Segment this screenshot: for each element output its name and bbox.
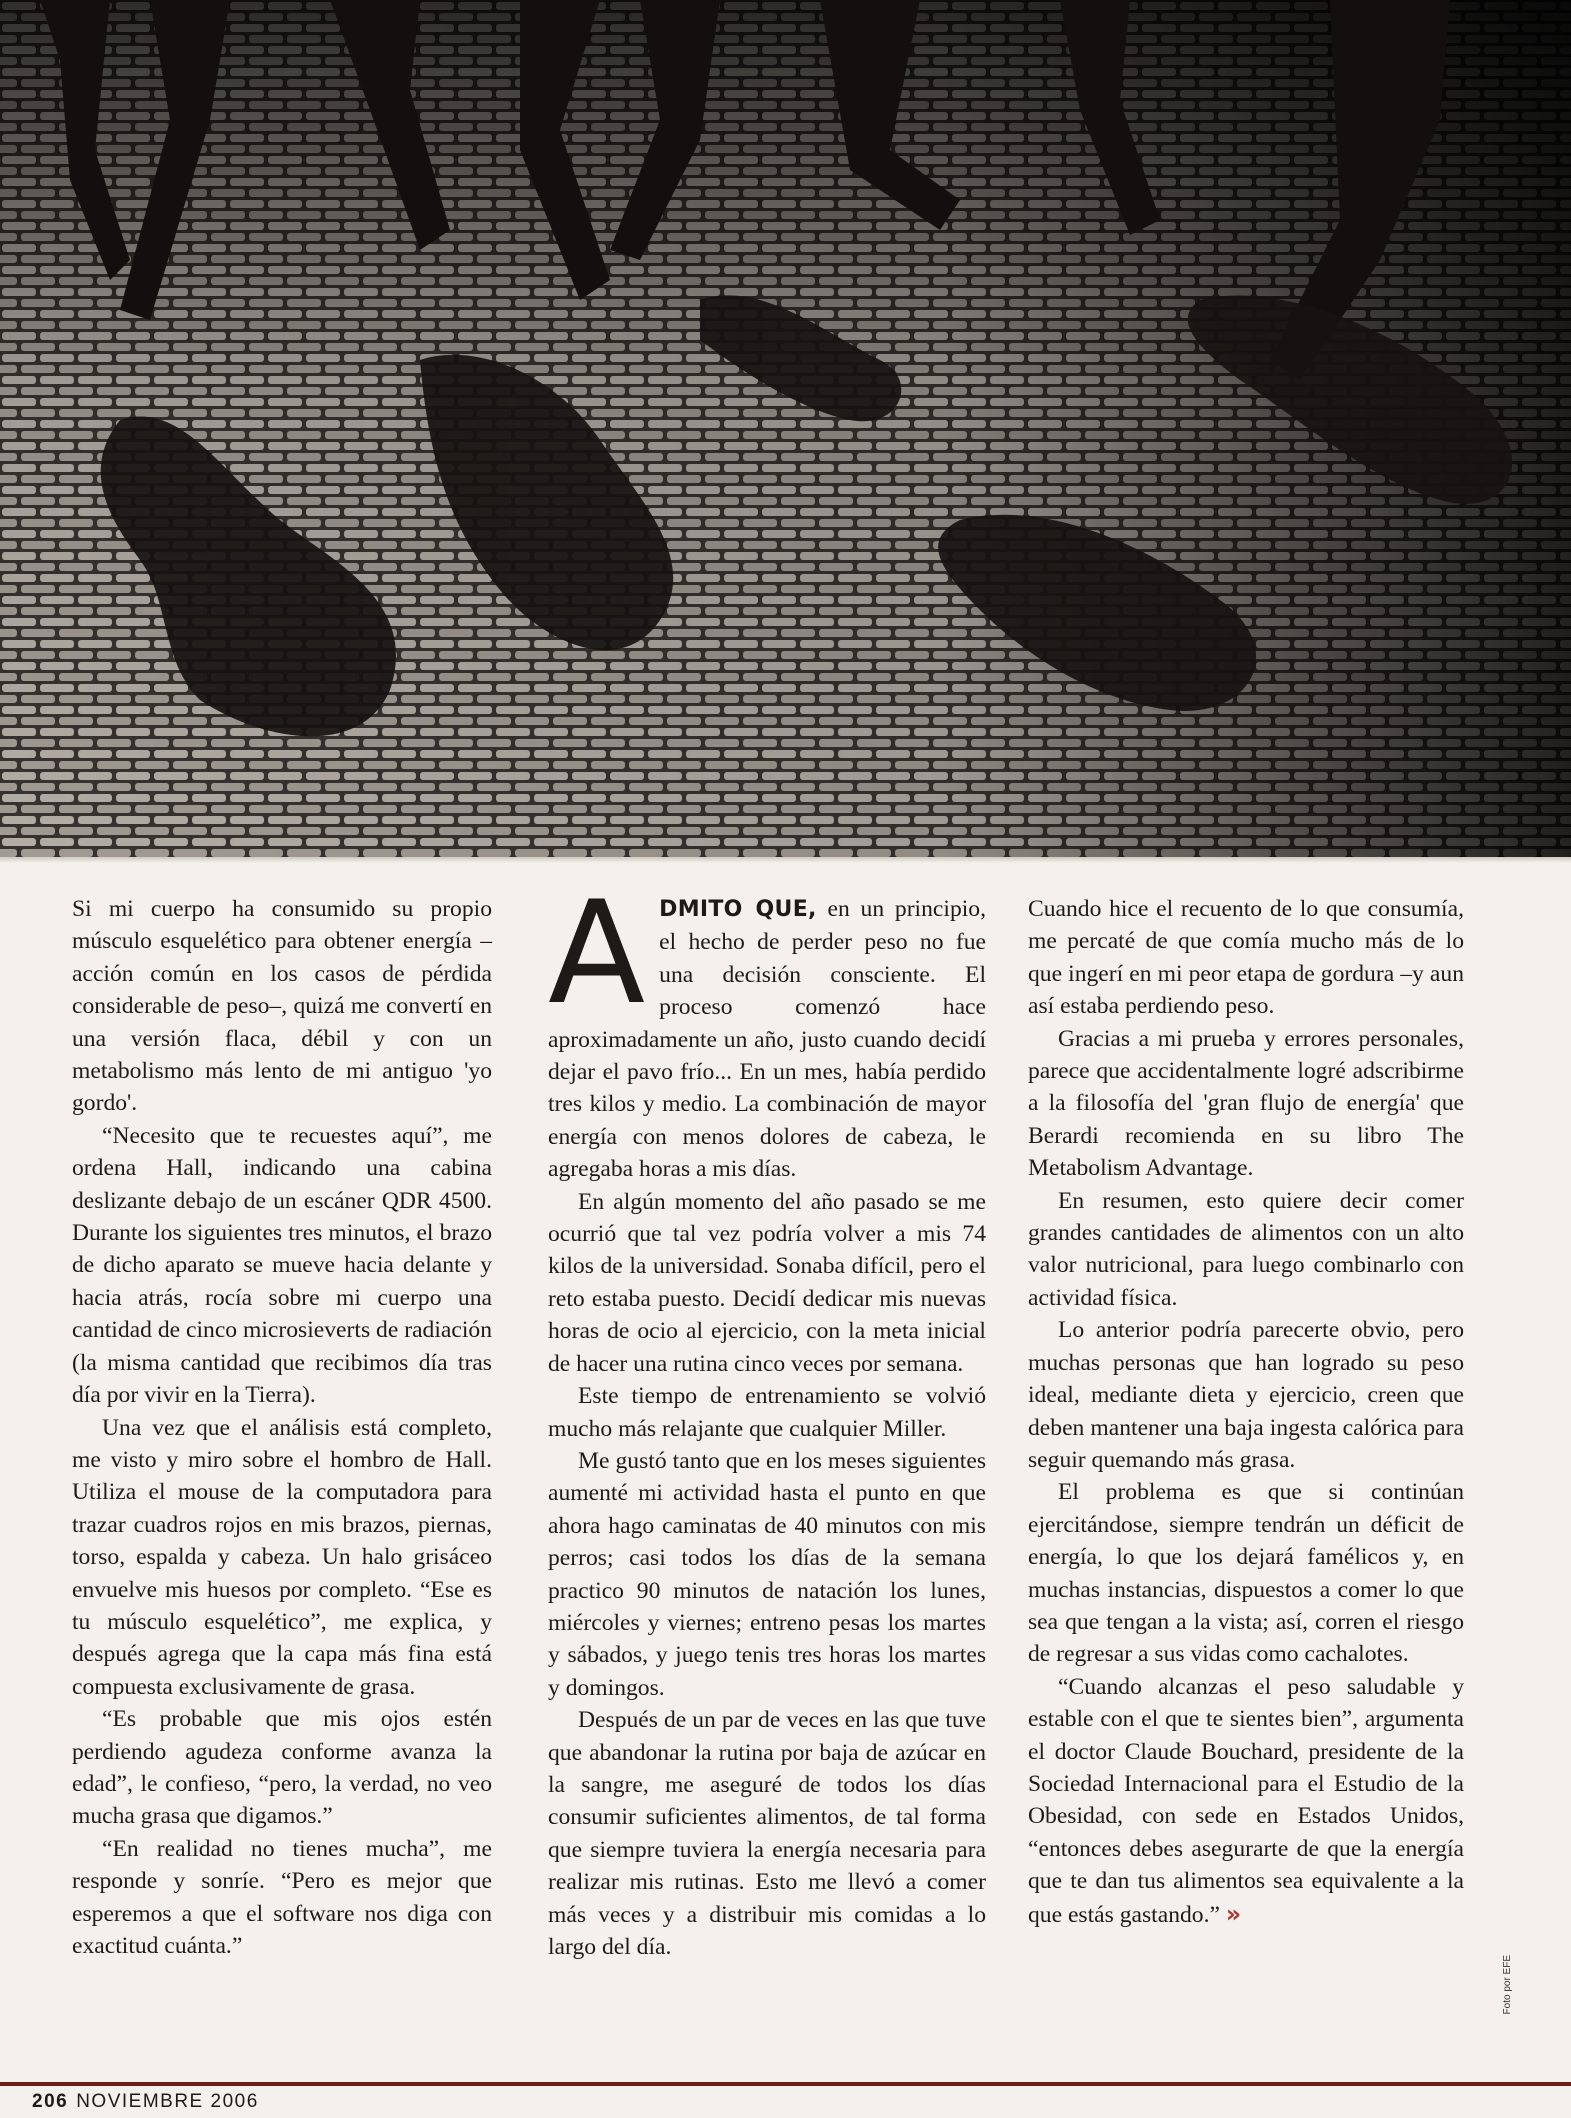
body-paragraph: “En realidad no tienes mucha”, me responde y sonríe. “Pero es mejor que esperemos a que el software nos diga con exactitud cuánta.”	[72, 1835, 492, 1959]
body-paragraph	[1028, 1671, 1464, 1931]
article-column-3	[1028, 893, 1464, 1931]
body-paragraph: Cuando hice el recuento de lo que consumía, me percaté de que comía mucho más de lo que ingerí en mi peor etapa de gordura –y aun así estaba perdiendo peso.	[1028, 896, 1464, 1020]
article-column-2	[548, 871, 986, 1963]
footer-rule	[0, 2082, 1571, 2086]
page-number: 206	[32, 2091, 69, 2112]
runners-shadows-photo	[0, 0, 1571, 857]
opening-paragraph	[548, 871, 986, 1186]
body-paragraph: “Es probable que mis ojos estén perdiendo agudeza conforme avanza la edad”, le confieso, “pero, la verdad, no veo mucha grasa que digamos.”	[72, 1706, 492, 1830]
photo-credit: Foto por EFE	[1502, 1955, 1513, 2015]
lead-in: DMITO QUE,	[659, 897, 817, 922]
body-paragraph: Si mi cuerpo ha consumido su propio músculo esquelético para obtener energía –acción común en los casos de pérdida considerable de peso–, quizá me convertí en una versión flaca, débil y con un metabolismo más lento de mi antiguo 'yo gordo'.	[72, 896, 492, 1117]
body-paragraph: Este tiempo de entrenamiento se volvió mucho más relajante que cualquier Miller.	[548, 1383, 986, 1442]
body-paragraph: En resumen, esto quiere decir comer grandes cantidades de alimentos con un alto valor nutricional, para luego combinarlo con actividad física.	[1028, 1187, 1464, 1311]
photo-bottom-edge	[0, 857, 1571, 863]
body-paragraph: Lo anterior podría parecerte obvio, pero muchas personas que han logrado su peso ideal, mediante dieta y ejercicio, creen que deben mantener una baja ingesta calórica para seguir quemando más grasa.	[1028, 1317, 1464, 1473]
body-paragraph: Me gustó tanto que en los meses siguientes aumenté mi actividad hasta el punto en que ahora hago caminatas de 40 minutos con mis perros; casi todos los días de la semana practico 90 minutos de natación los lunes, miércoles y viernes; entreno pesas los martes y sábados, y juego tenis tres horas los martes y domingos.	[548, 1447, 986, 1701]
page-folio	[32, 2091, 259, 2113]
body-paragraph: El problema es que si continúan ejercitándose, siempre tendrán un déficit de energía, lo que los dejará famélicos y, en muchas instancias, dispuestos a comer lo que sea que tengan a la vista; así, corren el riesgo de regresar a sus vidas como cachalotes.	[1028, 1479, 1464, 1668]
body-paragraph: Una vez que el análisis está completo, me visto y miro sobre el hombro de Hall. Utiliza el mouse de la computadora para trazar cuadros rojos en mis brazos, piernas, torso, espalda y cabeza. Un halo grisáceo envuelve mis huesos por completo. “Ese es tu músculo esquelético”, me explica, y después agrega que la capa más fina está compuesta exclusivamente de grasa.	[72, 1414, 492, 1700]
body-paragraph: Gracias a mi prueba y errores personales, parece que accidentalmente logré adscribirme a la filosofía del 'gran flujo de energía' que Berardi recomienda en su libro The Metabolism Advantage.	[1028, 1025, 1464, 1182]
body-paragraph: En algún momento del año pasado se me ocurrió que tal vez podría volver a mis 74 kilos de la universidad. Sonaba difícil, pero el reto estaba puesto. Decidí dedicar mis nuevas horas de ocio al ejercicio, con la meta inicial de hacer una rutina cinco veces por semana.	[548, 1188, 986, 1377]
article-column-1	[72, 893, 492, 1962]
body-paragraph: Después de un par de veces en las que tuve que abandonar la rutina por baja de azúcar en la sangre, me aseguré de todos los días consumir suficientes alimentos, de tal forma que siempre tuviera la energía necesaria para realizar mis rutinas. Esto me llevó a comer más veces y a distribuir mis comidas a lo largo del día.	[548, 1707, 986, 1960]
closing-quote-text: “Cuando alcanzas el peso saludable y estable con el que te sientes bien”, argumenta el doctor Claude Bouchard, presidente de la Sociedad Internacional para el Estudio de la Obesidad, con sede en Estados Unidos, “entonces debes asegurarte de que la energía que te dan tus alimentos sea equivalente a la que estás gastando.”	[1028, 1673, 1464, 1928]
opening-text: en un principio, el hecho de perder peso no fue una decisión consciente. El proceso comenzó hace aproximadamente un año, justo cuando decidí dejar el pavo frío... En un mes, había perdido tres kilos y medio. La combinación de mayor energía con menos dolores de cabeza, le agregaba horas a mis días.	[548, 896, 986, 1183]
continue-arrow-icon: »	[1225, 1899, 1242, 1928]
body-paragraph: “Necesito que te recuestes aquí”, me ordena Hall, indicando una cabina deslizante debajo de un escáner QDR 4500. Durante los siguientes tres minutos, el brazo de dicho aparato se mueve hacia delante y hacia atrás, rocía sobre mi cuerpo una cantidad de cinco microsieverts de radiación (la misma cantidad que recibimos día tras día por vivir en la Tierra).	[72, 1122, 492, 1409]
issue-date: NOVIEMBRE 2006	[76, 2091, 259, 2112]
drop-cap: A	[548, 871, 646, 1036]
